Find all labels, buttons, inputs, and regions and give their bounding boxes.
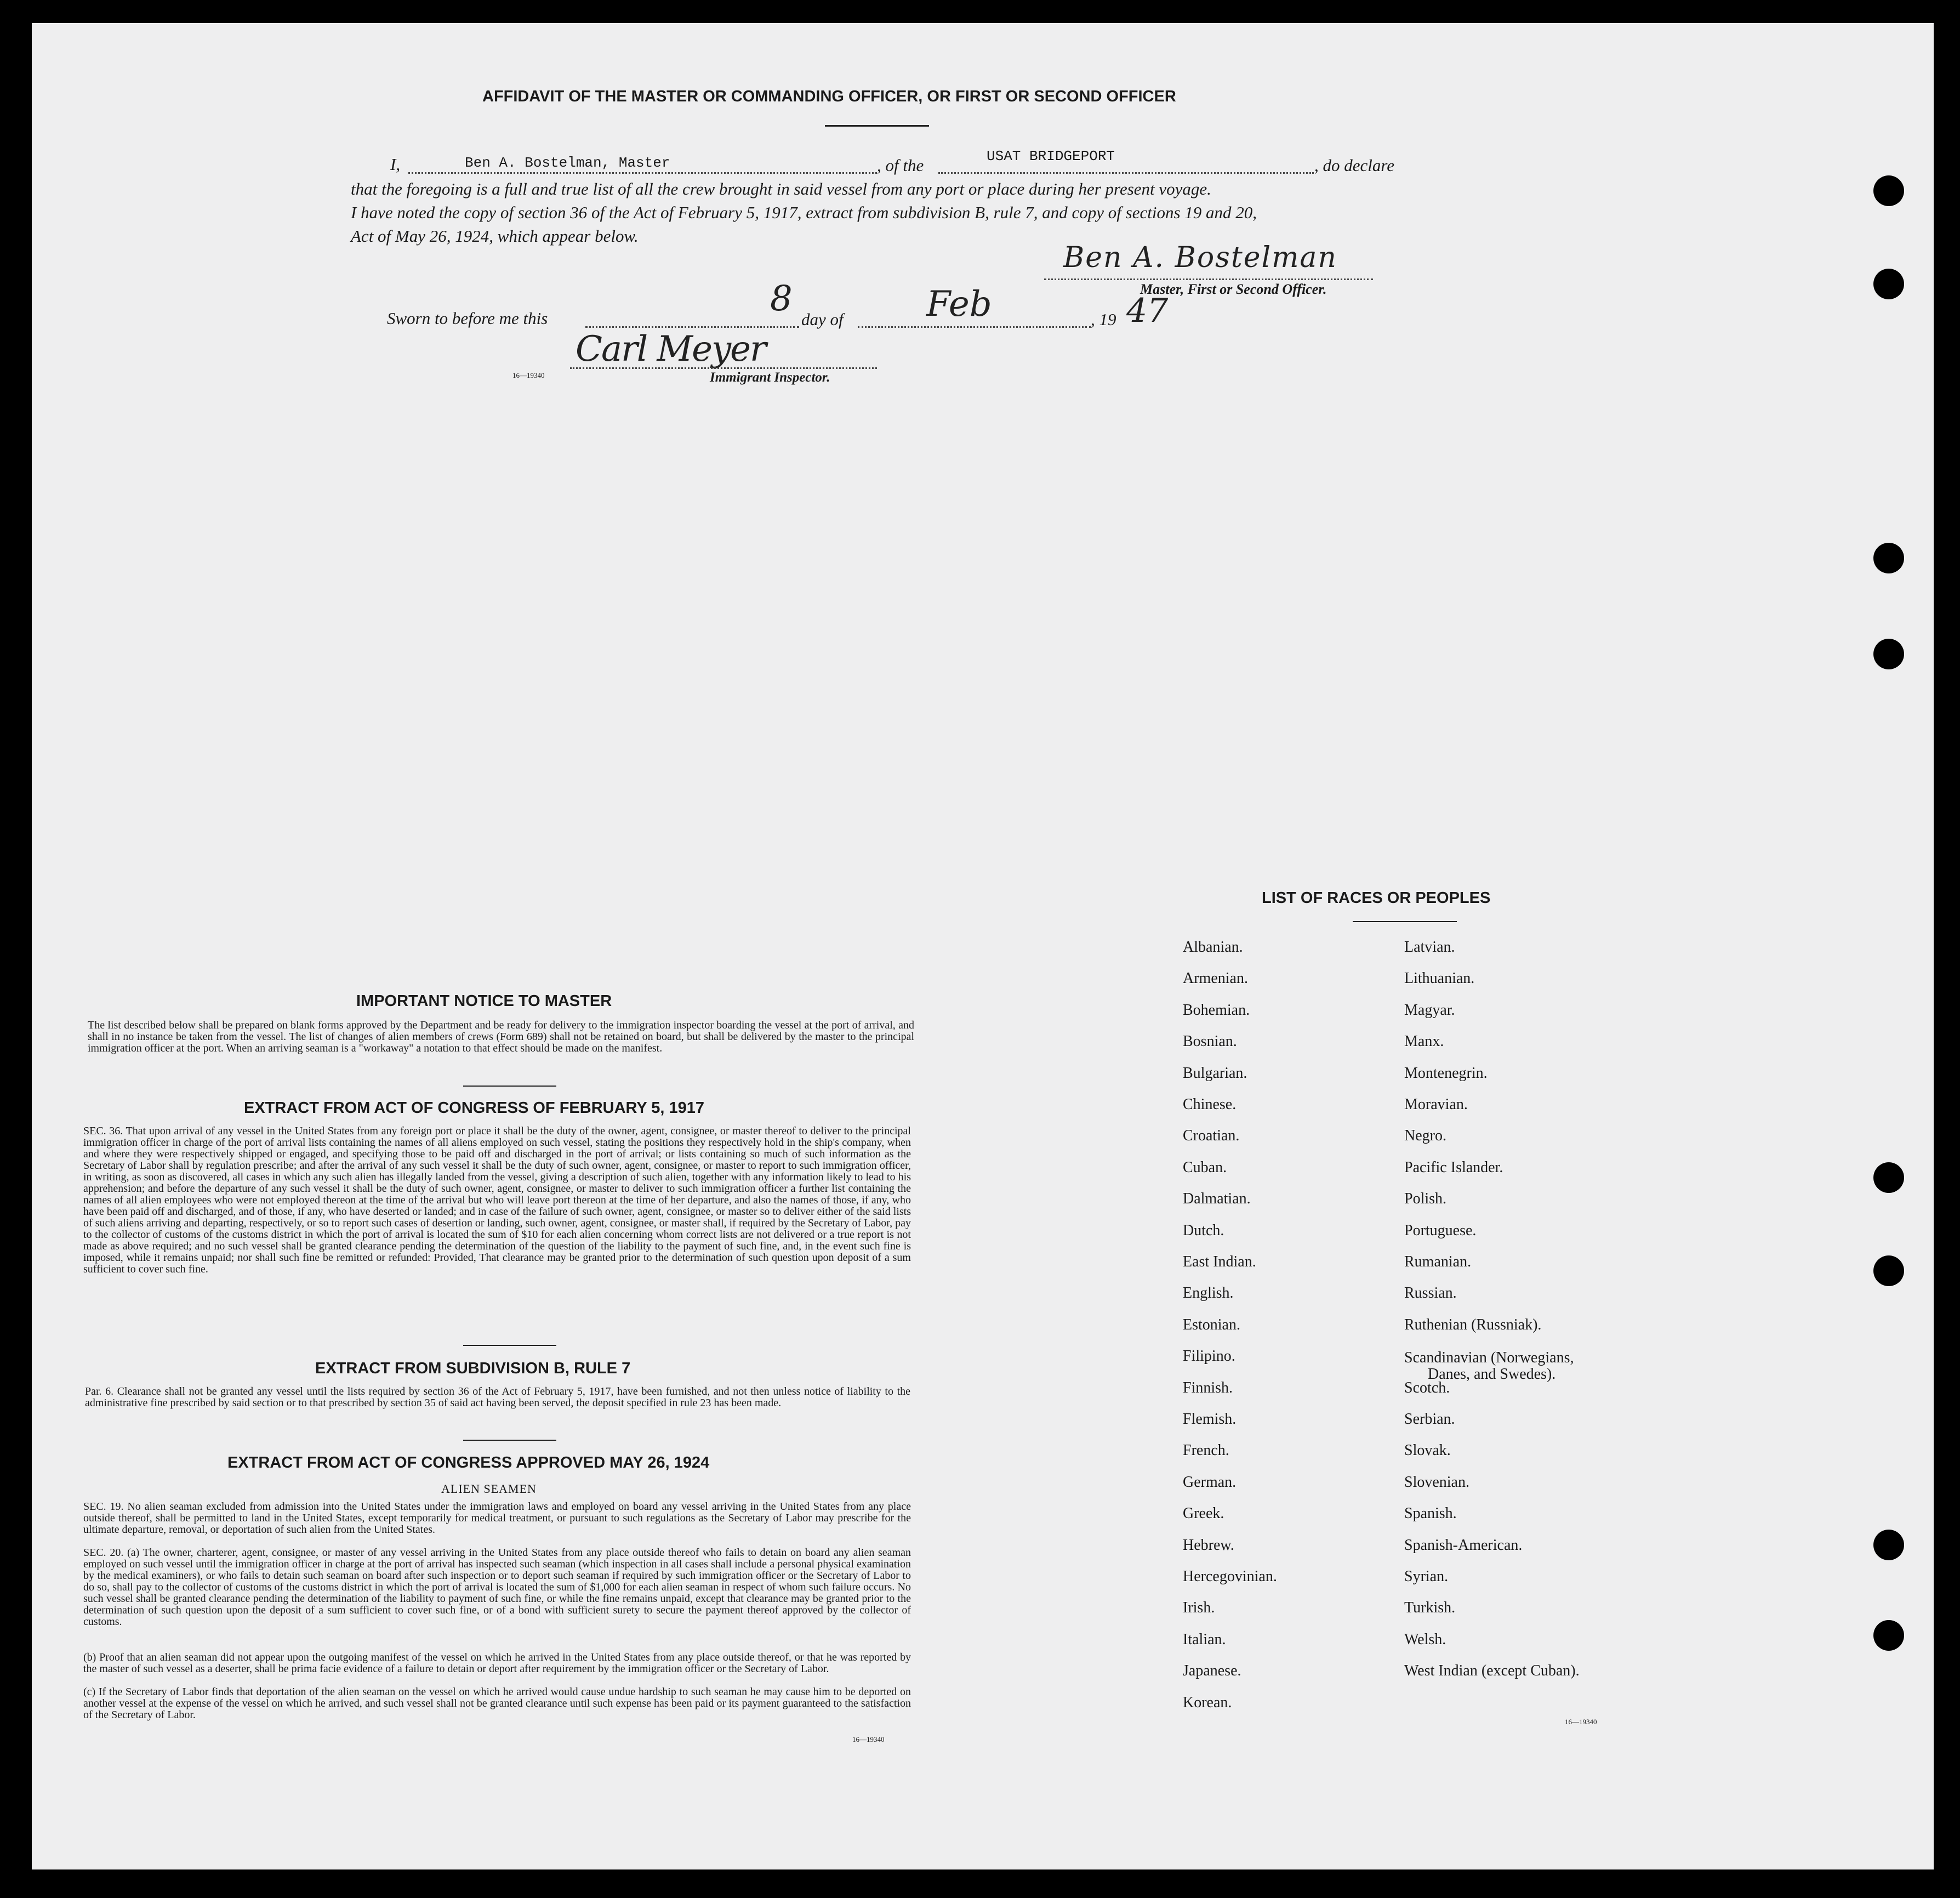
race-item: Spanish-American. [1404,1537,1523,1554]
binder-hole [1873,639,1904,669]
race-item: Rumanian. [1404,1253,1472,1270]
race-item: Bosnian. [1183,1033,1237,1050]
master-signature-caption: Master, First or Second Officer. [1140,281,1327,297]
race-item: Cuban. [1183,1159,1227,1176]
race-item: French. [1183,1442,1229,1459]
race-item: Magyar. [1404,1002,1455,1019]
race-item: Albanian. [1183,939,1243,956]
day-of-label: day of [801,310,844,329]
affidavit-line-2: that the foregoing is a full and true list of all the crew brought in said vessel from any port or place during her present voyage. [351,179,1211,198]
race-item: Welsh. [1404,1631,1446,1648]
race-item: English. [1183,1285,1234,1302]
affidavit-title: AFFIDAVIT OF THE MASTER OR COMMANDING OFFICER, OR FIRST OR SECOND OFFICER [482,88,1176,105]
race-item: Danes, and Swedes). [1428,1366,1556,1383]
affidavit-line-4: Act of May 26, 1924, which appear below. [351,226,639,246]
master-signature: Ben A. Bostelman [1063,241,1337,274]
race-item: Negro. [1404,1127,1446,1144]
races-rule [1353,921,1457,922]
race-item: Estonian. [1183,1316,1240,1333]
title-rule [825,125,929,127]
race-item: Scotch. [1404,1379,1450,1396]
inspector-signature: Carl Meyer [576,329,766,370]
race-item: Bohemian. [1183,1002,1250,1019]
master-signature-line [1044,279,1373,280]
extract-1924-sec20a: SEC. 20. (a) The owner, charterer, agent, consignee, or master of any vessel arriving in the United States from any place outside thereof who fails to detain on board any alien seaman employed on such vessel until the immigration officer in charge at the port of arrival has inspected such seaman (which inspection in all cases shall include a personal physical examination by the medical examiners), or who fails to detain such seaman on board after such inspection or to deport such seaman if required by such immigration officer or the Secretary of Labor to do so, shall pay to the collector of customs of the customs district in which the port of arrival is located the sum of $1,000 for each alien seaman in respect of whom such failure occurs. No such vessel shall be granted clearance pending the determination of the liability to payment of such fine, or while the fine remains unpaid, except that clearance may be granted prior to the determination of such question upon the deposit of a sum sufficient to cover such fine, or of a bond with sufficient surety to secure the payment thereof approved by the collector of customs. [83,1547,911,1628]
race-item: Turkish. [1404,1599,1456,1616]
race-item: Finnish. [1183,1379,1233,1396]
extract-1924-sec20c: (c) If the Secretary of Labor finds that deportation of the alien seaman on the vessel on which he arrived would cause undue hardship to such seaman he may cause him to be deported on another vessel at the expense of the vessel on which he arrived, and such vessel shall not be granted clearance until such expense has been paid or its payment guaranteed to the satisfaction of the Secretary of Labor. [83,1686,911,1721]
races-title: LIST OF RACES OR PEOPLES [1262,889,1491,907]
vessel-name: USAT BRIDGEPORT [987,148,1115,164]
race-item: Serbian. [1404,1411,1455,1428]
race-item: Croatian. [1183,1127,1240,1144]
binder-hole [1873,1530,1904,1560]
race-item: Irish. [1183,1599,1215,1616]
race-item: Armenian. [1183,970,1248,987]
extract-1924-title: EXTRACT FROM ACT OF CONGRESS APPROVED MAY 26, 1924 [227,1454,710,1471]
extract-rule7-body: Par. 6. Clearance shall not be granted any vessel until the lists required by section 36 of the Act of February 5, 1917, have been furnished, and not then unless notice of liability to the administrative fine prescribed by said section or to that prescribed by section 35 of said act having been served, the deposit specified in rule 23 has been made. [85,1385,910,1409]
master-name-line [408,172,877,174]
race-item: Japanese. [1183,1662,1241,1679]
race-item: Moravian. [1404,1096,1468,1113]
inspector-form-number: 16—19340 [512,371,545,379]
month-line [858,326,1091,328]
binder-hole [1873,1162,1904,1193]
extract-1924-subtitle: ALIEN SEAMEN [441,1482,537,1496]
extract-1917-rule [463,1345,556,1346]
race-item: East Indian. [1183,1253,1256,1270]
race-item: Latvian. [1404,939,1455,956]
do-declare-label: , do declare [1314,156,1395,175]
race-item: Ruthenian (Russniak). [1404,1316,1542,1333]
race-item: Hebrew. [1183,1537,1234,1554]
extract-1917-title: EXTRACT FROM ACT OF CONGRESS OF FEBRUARY 5, 1917 [244,1099,705,1117]
race-item: Montenegrin. [1404,1065,1488,1082]
race-item: Dutch. [1183,1222,1224,1239]
of-the-label: , of the [877,156,924,175]
affidavit-i-label: I, [390,155,401,174]
extract-1917-body: SEC. 36. That upon arrival of any vessel in the United States from any foreign port or place it shall be the duty of the owner, agent, consignee, or master thereof to deliver to the principal immigration officer in charge of the port of arrival lists containing the names of all aliens employed on such vessel, stating the positions they respectively hold in the ship's company, when and where they were respectively shipped or engaged, and specifying those to be paid off and discharged in the port of arrival; or lists containing so much of such information as the Secretary of Labor shall by regulation prescribe; and after the arrival of any such vessel it shall be the duty of such owner, agent, consignee, or master to report to such immigration officer, in writing, as soon as discovered, all cases in which any such alien has illegally landed from the vessel, giving a description of such alien, together with any information likely to lead to his apprehension; and before the departure of any such vessel it shall be the duty of such owner, agent, consignee, or master to deliver to such immigration officer a further list containing the names of all alien employees who were not employed thereon at the time of the arrival but who will leave port thereon at the time of her departure, and also the names of those, if any, who have been paid off and discharged, and of those, if any, who have deserted or landed; and in case of the failure of such owner, agent, consignee, or master so to deliver either of the said lists of such aliens arriving and departing, respectively, or so to report such cases of desertion or landing, such owner, agent, consignee, or master shall, if required by the Secretary of Labor, pay to the collector of customs of the customs district in which the port of arrival is located the sum of $10 for each alien concerning whom correct lists are not delivered or a true report is not made as above required; and no such vessel shall be granted clearance pending the determination of the question of the liability to the payment of such fine, and, in the event such fine is imposed, while it remains unpaid; nor shall such fine be remitted or refunded: Provided, That clearance may be granted prior to the determination of such question upon deposit of a sum sufficient to cover such fine. [83,1125,911,1275]
race-item: Flemish. [1183,1411,1237,1428]
sworn-label: Sworn to before me this [387,309,548,328]
affidavit-line-3: I have noted the copy of section 36 of the Act of February 5, 1917, extract from subdivision B, rule 7, and copy of sections 19 and 20, [351,203,1257,222]
race-item: Manx. [1404,1033,1444,1050]
notice-title: IMPORTANT NOTICE TO MASTER [356,992,612,1010]
race-item: West Indian (except Cuban). [1404,1662,1580,1679]
race-item: Dalmatian. [1183,1190,1251,1207]
year-prefix: , 19 [1091,310,1116,329]
race-item: Spanish. [1404,1505,1457,1522]
inspector-caption: Immigrant Inspector. [710,370,830,385]
race-item: German. [1183,1474,1237,1491]
race-item: Polish. [1404,1190,1447,1207]
master-name: Ben A. Bostelman, Master [465,155,670,171]
race-item: Slovenian. [1404,1474,1469,1491]
year-value: 47 [1126,292,1169,330]
race-item: Bulgarian. [1183,1065,1247,1082]
race-item: Hercegovinian. [1183,1568,1277,1585]
month-value: Feb [926,284,992,325]
binder-hole [1873,543,1904,573]
race-item: Filipino. [1183,1348,1235,1365]
binder-hole [1873,1620,1904,1651]
inspector-line [570,367,877,369]
race-item: Lithuanian. [1404,970,1475,987]
race-item: Greek. [1183,1505,1224,1522]
extract-rule7-title: EXTRACT FROM SUBDIVISION B, RULE 7 [315,1360,631,1377]
race-item: Pacific Islander. [1404,1159,1503,1176]
race-item: Chinese. [1183,1096,1237,1113]
notice-rule [463,1086,556,1087]
extract-rule7-rule [463,1440,556,1441]
race-item: Syrian. [1404,1568,1449,1585]
binder-hole [1873,175,1904,206]
race-item: Portuguese. [1404,1222,1477,1239]
race-item: Scandinavian (Norwegians, [1404,1349,1574,1366]
vessel-name-line [938,172,1314,174]
race-item: Slovak. [1404,1442,1451,1459]
race-item: Korean. [1183,1694,1232,1711]
day-value: 8 [770,279,793,319]
extract-1924-sec20b: (b) Proof that an alien seaman did not appear upon the outgoing manifest of the vessel on which he arrived in the United States from any place outside thereof, or that he was reported by the master of such vessel as a deserter, shall be prima facie evidence of a failure to detain or deport after requirement by the immigration officer or the Secretary of Labor. [83,1651,911,1675]
races-form-number: 16—19340 [1565,1718,1597,1726]
extract-1924-sec19: SEC. 19. No alien seaman excluded from admission into the United States under the immigration laws and employed on board any vessel arriving in the United States from any place outside thereof, shall be permitted to land in the United States, except temporarily for medical treatment, or pursuant to such regulations as the Secretary of Labor may prescribe for the ultimate departure, removal, or deportation of such alien from the United States. [83,1501,911,1536]
binder-hole [1873,1255,1904,1286]
extract-1924-form-number: 16—19340 [852,1735,885,1743]
race-item: Russian. [1404,1285,1457,1302]
notice-body: The list described below shall be prepared on blank forms approved by the Department and be ready for delivery to the immigration inspector boarding the vessel at the port of arrival, and shall in no instance be taken from the vessel. The list of changes of alien members of crews (Form 689) shall not be retained on board, but shall be delivered by the master to the principal immigration officer at the port. When an arriving seaman is a "workaway" a notation to that effect should be made on the manifest. [88,1019,914,1054]
race-item: Italian. [1183,1631,1226,1648]
day-line [585,326,799,328]
binder-hole [1873,269,1904,299]
